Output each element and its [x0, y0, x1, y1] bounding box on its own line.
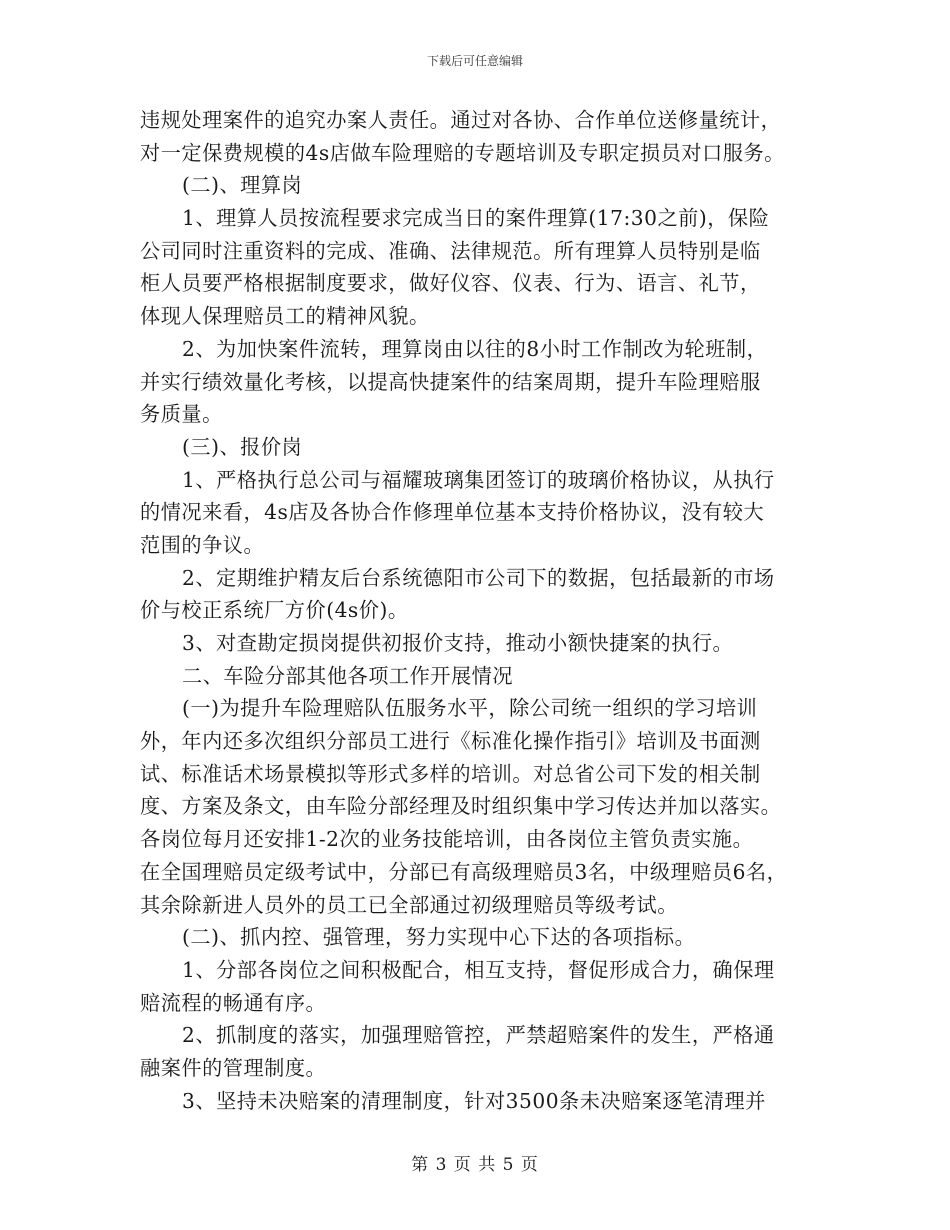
- text-line: 3、坚持未决赔案的清理制度，针对3500条未决赔案逐笔清理并: [182, 1088, 766, 1113]
- text-line: 柜人员要严格根据制度要求，做好仪容、仪表、行为、语言、礼节，: [140, 271, 761, 296]
- text-line: 并实行绩效量化考核，以提高快捷案件的结案周期，提升车险理赔服: [140, 369, 761, 394]
- text-line: (一)为提升车险理赔队伍服务水平，除公司统一组织的学习培训: [182, 696, 758, 721]
- text-line: 价与校正系统厂方价(4s价)。: [140, 598, 409, 623]
- text-line: (二)、理算岗: [182, 173, 303, 198]
- text-line: 各岗位每月还安排1-2次的业务技能培训，由各岗位主管负责实施。: [140, 827, 754, 852]
- text-line: 其余除新进人员外的员工已全部通过初级理赔员等级考试。: [140, 892, 678, 917]
- text-line: 2、为加快案件流转，理算岗由以往的8小时工作制改为轮班制，: [182, 336, 768, 361]
- text-line: 务质量。: [140, 402, 223, 427]
- text-line: 1、分部各岗位之间积极配合，相互支持，督促形成合力，确保理: [182, 957, 775, 982]
- document-body: [140, 104, 830, 1117]
- text-line: 赔流程的畅通有序。: [140, 990, 327, 1015]
- text-line: 2、抓制度的落实，加强理赔管控，严禁超赔案件的发生，严格通: [182, 1023, 775, 1048]
- text-line: 外，年内还多次组织分部员工进行《标准化操作指引》培训及书面测: [140, 729, 761, 754]
- text-line: (二)、抓内控、强管理，努力实现中心下达的各项指标。: [182, 925, 696, 950]
- text-line: 公司同时注重资料的完成、准确、法律规范。所有理算人员特别是临: [140, 238, 761, 263]
- text-line: 度、方案及条文，由车险分部经理及时组织集中学习传达并加以落实。: [140, 794, 782, 819]
- page-footer: 第 3 页 共 5 页: [411, 1155, 539, 1175]
- text-line: 体现人保理赔员工的精神风貌。: [140, 304, 430, 329]
- text-line: 二、车险分部其他各项工作开展情况: [182, 663, 514, 688]
- text-line: 试、标准话术场景模拟等形式多样的培训。对总省公司下发的相关制: [140, 761, 761, 786]
- text-line: 3、对查勘定损岗提供初报价支持，推动小额快捷案的执行。: [182, 631, 734, 655]
- text-line: 2、定期维护精友后台系统德阳市公司下的数据，包括最新的市场: [182, 565, 775, 590]
- page-header-note: 下载后可任意编辑: [426, 54, 523, 68]
- text-line: 融案件的管理制度。: [140, 1055, 327, 1080]
- text-line: 1、理算人员按流程要求完成当日的案件理算(17:30之前)，保险: [182, 206, 770, 231]
- text-line: 违规处理案件的追究办案人责任。通过对各协、合作单位送修量统计，: [140, 108, 782, 132]
- text-line: 的情况来看，4s店及各协合作修理单位基本支持价格协议，没有较大: [140, 500, 765, 525]
- text-line: 范围的争议。: [140, 532, 265, 557]
- text-line: 1、严格执行总公司与福耀玻璃集团签订的玻璃价格协议，从执行: [182, 467, 775, 492]
- text-line: (三)、报价岗: [182, 434, 303, 459]
- text-line: 对一定保费规模的4s店做车险理赔的专题培训及专职定损员对口服务。: [140, 140, 785, 165]
- text-line: 在全国理赔员定级考试中，分部已有高级理赔员3名，中级理赔员6名，: [140, 859, 788, 884]
